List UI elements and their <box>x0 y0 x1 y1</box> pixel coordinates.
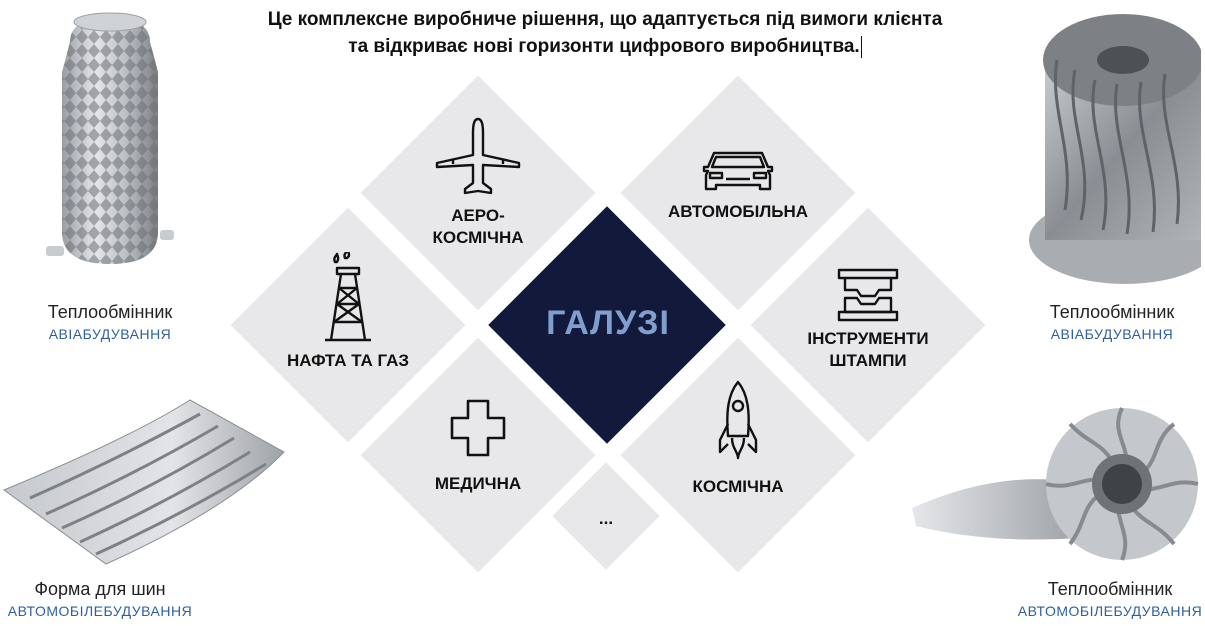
product-image-bottom-left <box>0 398 285 578</box>
tile-tools-label-1: ІНСТРУМЕНТИ <box>807 329 929 348</box>
product-sub-top-right: АВІАБУДУВАННЯ <box>1050 326 1174 342</box>
tile-more-label: ... <box>598 509 614 528</box>
press-die-icon <box>835 268 901 322</box>
product-title-top-right: Теплообмінник <box>1049 302 1175 322</box>
rocket-icon <box>716 380 760 462</box>
product-sub-bottom-left: АВТОМОБІЛЕБУДУВАННЯ <box>7 603 193 619</box>
center-label: ГАЛУЗІ <box>546 304 670 342</box>
product-image-bottom-right <box>908 388 1204 573</box>
oil-rig-icon <box>323 252 373 344</box>
tile-oil-label: НАФТА ТА ГАЗ <box>286 351 410 370</box>
heat-exchanger-fins-image <box>1025 0 1201 290</box>
product-image-top-left <box>40 2 180 287</box>
tile-space-label: КОСМІЧНА <box>692 477 784 496</box>
text-cursor <box>861 36 862 58</box>
product-caption-top-left <box>10 301 210 345</box>
headline <box>230 6 980 60</box>
product-sub-bottom-right: АВТОМОБІЛЕБУДУВАННЯ <box>1017 603 1203 619</box>
product-title-bottom-right: Теплообмінник <box>1047 579 1173 599</box>
car-icon <box>700 145 776 195</box>
product-image-top-right <box>1025 0 1201 295</box>
product-caption-bottom-left <box>0 578 200 622</box>
headline-line-1: Це комплексне виробниче рішення, що адаптується під вимоги клієнта <box>267 9 943 30</box>
tile-space[interactable] <box>658 380 818 498</box>
tile-tools-label-2: ШТАМПИ <box>829 351 907 370</box>
radial-heat-exchanger-image <box>908 388 1204 568</box>
product-title-top-left: Теплообмінник <box>47 302 173 322</box>
tile-auto-label: АВТОМОБІЛЬНА <box>667 202 809 221</box>
headline-line-2 <box>230 33 980 60</box>
headline-line-2-text: та відкриває нові горизонти цифрового виробництва. <box>348 36 860 57</box>
tile-auto[interactable] <box>658 145 818 223</box>
tile-oil[interactable] <box>268 252 428 372</box>
product-sub-top-left: АВІАБУДУВАННЯ <box>48 326 172 342</box>
tile-medical-label: МЕДИЧНА <box>434 474 522 493</box>
tile-more[interactable] <box>574 508 638 530</box>
tile-aero[interactable] <box>408 115 548 249</box>
tire-mold-image <box>0 398 285 573</box>
product-caption-bottom-right <box>1010 578 1205 622</box>
airplane-icon <box>433 115 523 199</box>
product-title-bottom-left: Форма для шин <box>34 579 166 599</box>
tile-tools[interactable] <box>788 268 948 372</box>
heat-exchanger-lattice-image <box>40 2 180 282</box>
product-caption-top-right <box>1012 301 1205 345</box>
medical-cross-icon <box>448 397 508 459</box>
tile-medical[interactable] <box>398 397 558 495</box>
tile-aero-label-2: КОСМІЧНА <box>432 228 524 247</box>
tile-aero-label-1: АЕРО- <box>451 206 505 225</box>
